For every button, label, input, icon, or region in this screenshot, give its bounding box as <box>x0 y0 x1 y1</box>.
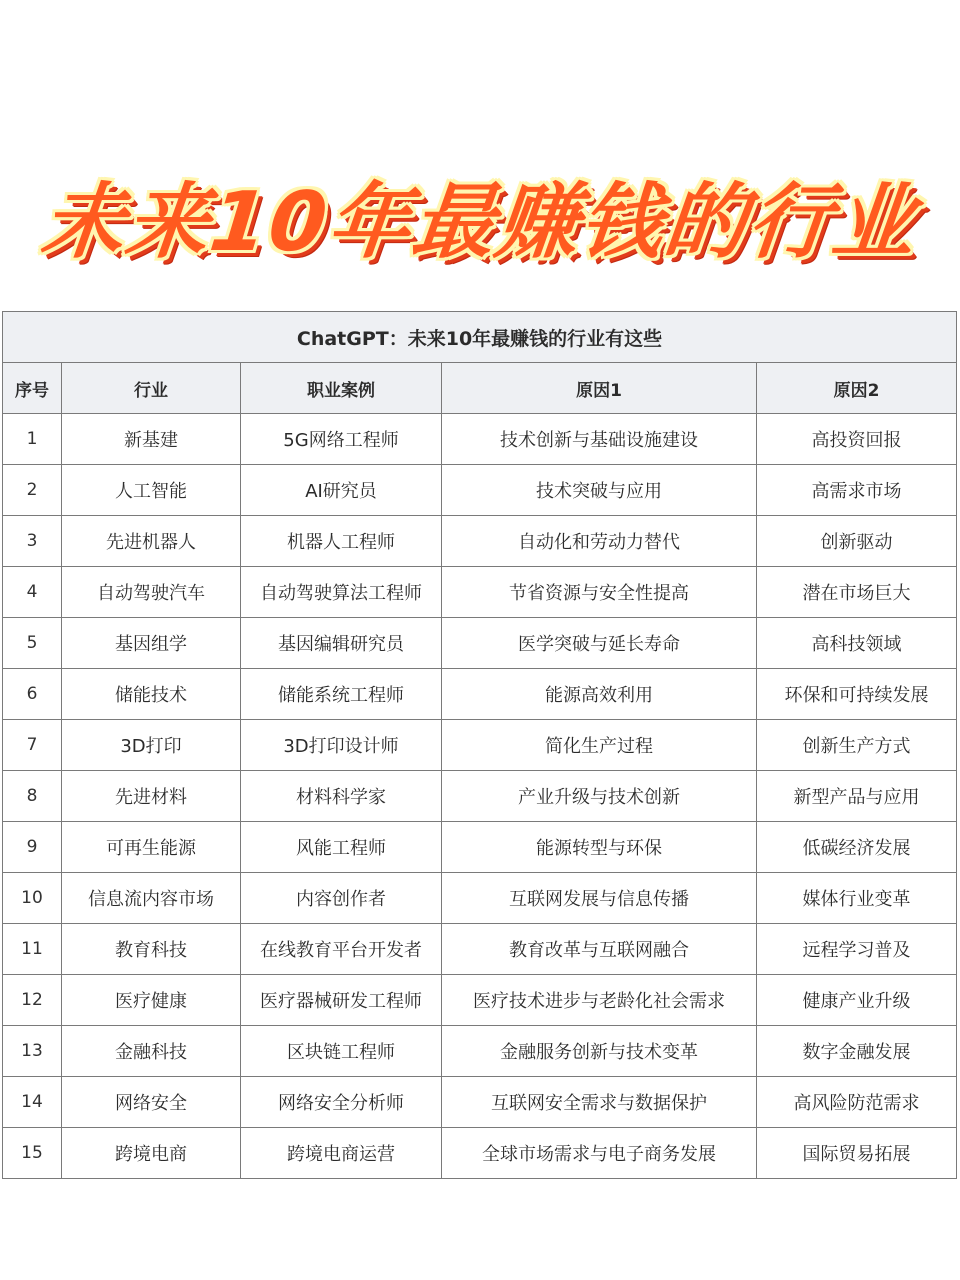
cell-index: 10 <box>3 873 62 924</box>
cell-reason-2: 国际贸易拓展 <box>757 1128 957 1179</box>
cell-index: 14 <box>3 1077 62 1128</box>
cell-industry: 人工智能 <box>62 465 241 516</box>
cell-reason-2: 新型产品与应用 <box>757 771 957 822</box>
cell-reason-1: 教育改革与互联网融合 <box>442 924 757 975</box>
cell-reason-1: 互联网发展与信息传播 <box>442 873 757 924</box>
table-row <box>3 414 957 465</box>
cell-reason-1: 互联网安全需求与数据保护 <box>442 1077 757 1128</box>
cell-reason-2: 创新驱动 <box>757 516 957 567</box>
cell-index: 6 <box>3 669 62 720</box>
cell-industry: 先进机器人 <box>62 516 241 567</box>
cell-job-example: 风能工程师 <box>241 822 442 873</box>
table-row <box>3 822 957 873</box>
cell-reason-1: 能源高效利用 <box>442 669 757 720</box>
cell-reason-2: 远程学习普及 <box>757 924 957 975</box>
cell-job-example: 基因编辑研究员 <box>241 618 442 669</box>
cell-index: 12 <box>3 975 62 1026</box>
cell-reason-2: 创新生产方式 <box>757 720 957 771</box>
cell-industry: 金融科技 <box>62 1026 241 1077</box>
industry-table-container <box>2 311 956 1179</box>
cell-job-example: 跨境电商运营 <box>241 1128 442 1179</box>
cell-index: 4 <box>3 567 62 618</box>
cell-reason-1: 能源转型与环保 <box>442 822 757 873</box>
cell-index: 13 <box>3 1026 62 1077</box>
table-header-row <box>3 363 957 414</box>
industry-table <box>2 311 957 1179</box>
cell-industry: 跨境电商 <box>62 1128 241 1179</box>
cell-industry: 先进材料 <box>62 771 241 822</box>
table-row <box>3 924 957 975</box>
cell-industry: 可再生能源 <box>62 822 241 873</box>
cell-job-example: 内容创作者 <box>241 873 442 924</box>
cell-reason-1: 全球市场需求与电子商务发展 <box>442 1128 757 1179</box>
page-title: 未来10年最赚钱的行业 <box>37 174 922 270</box>
cell-job-example: 机器人工程师 <box>241 516 442 567</box>
table-row <box>3 567 957 618</box>
cell-reason-1: 医学突破与延长寿命 <box>442 618 757 669</box>
cell-reason-2: 高科技领域 <box>757 618 957 669</box>
cell-job-example: 区块链工程师 <box>241 1026 442 1077</box>
cell-index: 5 <box>3 618 62 669</box>
header-index: 序号 <box>3 363 62 414</box>
cell-reason-2: 高需求市场 <box>757 465 957 516</box>
table-row <box>3 771 957 822</box>
cell-job-example: 储能系统工程师 <box>241 669 442 720</box>
table-caption-row <box>3 312 957 363</box>
table-row <box>3 1077 957 1128</box>
cell-industry: 储能技术 <box>62 669 241 720</box>
cell-reason-1: 技术突破与应用 <box>442 465 757 516</box>
header-reason-1: 原因1 <box>442 363 757 414</box>
cell-job-example: 材料科学家 <box>241 771 442 822</box>
cell-index: 2 <box>3 465 62 516</box>
cell-reason-1: 医疗技术进步与老龄化社会需求 <box>442 975 757 1026</box>
cell-job-example: 医疗器械研发工程师 <box>241 975 442 1026</box>
cell-job-example: 在线教育平台开发者 <box>241 924 442 975</box>
cell-index: 8 <box>3 771 62 822</box>
cell-index: 7 <box>3 720 62 771</box>
cell-industry: 网络安全 <box>62 1077 241 1128</box>
cell-industry: 3D打印 <box>62 720 241 771</box>
cell-industry: 信息流内容市场 <box>62 873 241 924</box>
cell-industry: 教育科技 <box>62 924 241 975</box>
table-body <box>3 414 957 1179</box>
cell-reason-2: 数字金融发展 <box>757 1026 957 1077</box>
header-industry: 行业 <box>62 363 241 414</box>
header-reason-2: 原因2 <box>757 363 957 414</box>
cell-reason-1: 金融服务创新与技术变革 <box>442 1026 757 1077</box>
table-row <box>3 669 957 720</box>
cell-job-example: 自动驾驶算法工程师 <box>241 567 442 618</box>
cell-reason-1: 自动化和劳动力替代 <box>442 516 757 567</box>
cell-reason-1: 节省资源与安全性提高 <box>442 567 757 618</box>
cell-reason-2: 高风险防范需求 <box>757 1077 957 1128</box>
cell-index: 9 <box>3 822 62 873</box>
cell-reason-1: 产业升级与技术创新 <box>442 771 757 822</box>
cell-reason-2: 媒体行业变革 <box>757 873 957 924</box>
cell-job-example: 5G网络工程师 <box>241 414 442 465</box>
cell-industry: 新基建 <box>62 414 241 465</box>
table-row <box>3 1026 957 1077</box>
cell-index: 11 <box>3 924 62 975</box>
table-row <box>3 516 957 567</box>
table-row <box>3 873 957 924</box>
cell-index: 1 <box>3 414 62 465</box>
cell-index: 15 <box>3 1128 62 1179</box>
table-row <box>3 465 957 516</box>
cell-job-example: 网络安全分析师 <box>241 1077 442 1128</box>
cell-reason-1: 技术创新与基础设施建设 <box>442 414 757 465</box>
cell-industry: 自动驾驶汽车 <box>62 567 241 618</box>
cell-reason-2: 环保和可持续发展 <box>757 669 957 720</box>
table-row <box>3 1128 957 1179</box>
cell-industry: 医疗健康 <box>62 975 241 1026</box>
cell-reason-2: 低碳经济发展 <box>757 822 957 873</box>
table-row <box>3 618 957 669</box>
cell-industry: 基因组学 <box>62 618 241 669</box>
cell-job-example: 3D打印设计师 <box>241 720 442 771</box>
cell-reason-2: 潜在市场巨大 <box>757 567 957 618</box>
cell-job-example: AI研究员 <box>241 465 442 516</box>
table-caption: ChatGPT：未来10年最赚钱的行业有这些 <box>3 312 957 363</box>
title-banner <box>0 140 960 290</box>
header-job-example: 职业案例 <box>241 363 442 414</box>
cell-index: 3 <box>3 516 62 567</box>
cell-reason-1: 简化生产过程 <box>442 720 757 771</box>
table-row <box>3 975 957 1026</box>
cell-reason-2: 健康产业升级 <box>757 975 957 1026</box>
cell-reason-2: 高投资回报 <box>757 414 957 465</box>
table-row <box>3 720 957 771</box>
